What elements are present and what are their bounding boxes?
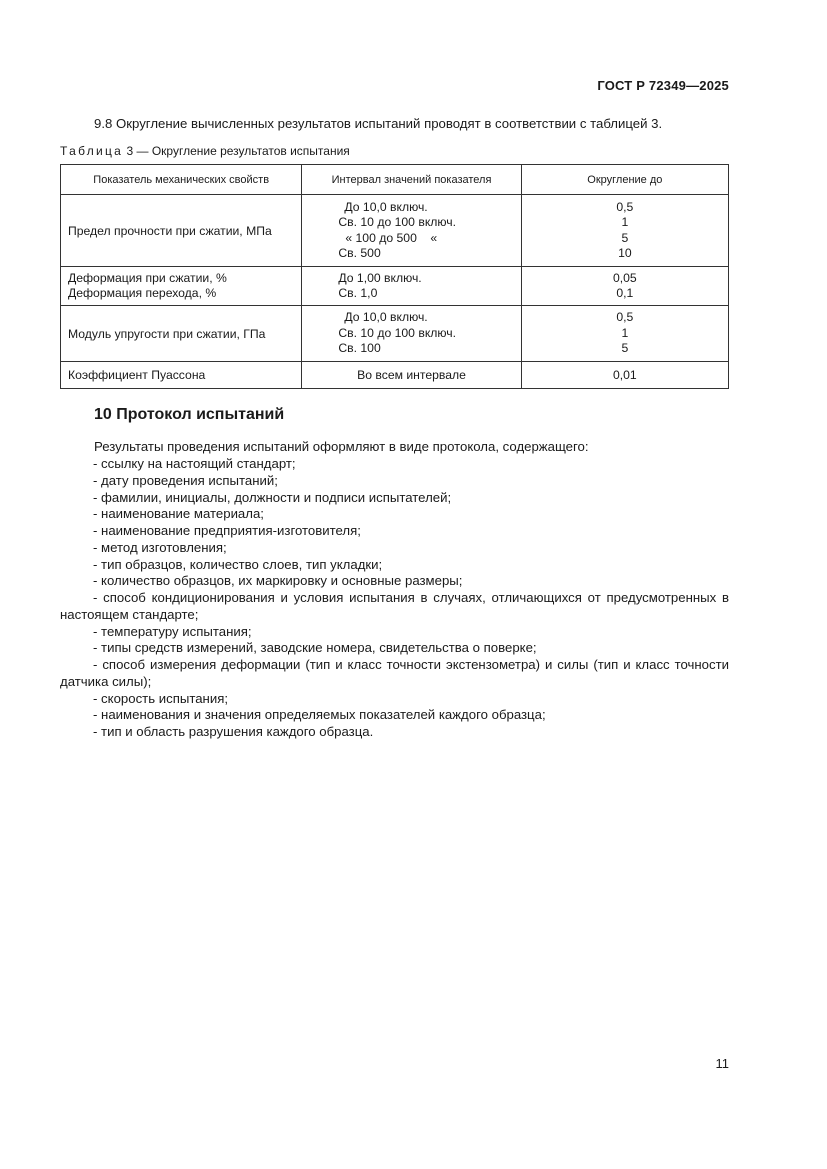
interval-line: Св. 10 до 100 включ. (338, 325, 457, 340)
table-cell-interval (302, 267, 521, 306)
table-cell-rounding (521, 267, 728, 306)
rounding-table (60, 164, 729, 389)
list-item: - температуру испытания; (93, 623, 252, 639)
list-item: - наименование предприятия-изготовителя; (93, 523, 361, 538)
interval-line: До 10,0 включ. (344, 199, 428, 214)
list-item: - наименования и значения определяемых показателей каждого образца; (93, 707, 546, 723)
rounding-value: 0,5 (616, 199, 634, 214)
table-caption (60, 144, 350, 158)
interval-line: Св. 500 (338, 246, 381, 260)
section-10-title: 10 Протокол испытаний (94, 406, 285, 423)
table-cell-rounding (521, 195, 728, 267)
protocol-items-list (60, 456, 729, 741)
table-header-row (61, 165, 729, 195)
rounding-value: 0,1 (616, 286, 634, 300)
table-cell-interval (302, 306, 521, 362)
property-text: Деформация при сжатии, % (68, 270, 227, 285)
rounding-value: 5 (621, 341, 629, 356)
table-row (61, 195, 729, 267)
clause-9-8: 9.8 Округление вычисленных результатов испытаний проводят в соответствии с таблицей 3. (94, 116, 663, 131)
rounding-value: 1 (621, 325, 629, 340)
table-cell-property (61, 362, 302, 389)
interval-line: Св. 10 до 100 включ. (338, 215, 457, 229)
property-text: Коэффициент Пуассона (68, 368, 206, 382)
rounding-value: 10 (618, 246, 632, 260)
interval-line: Св. 100 (338, 341, 381, 356)
list-item: - способ измерения деформации (тип и класс точности экстензометра) и силы (тип и класс точности датчика силы); (60, 657, 729, 689)
table-cell-property (61, 195, 302, 267)
page-number: 11 (715, 1056, 729, 1071)
list-item: - метод изготовления; (93, 539, 227, 555)
list-item: - типы средств измерений, заводские номера, свидетельства о поверке; (93, 640, 537, 656)
table-row (61, 362, 729, 389)
list-item: - наименование материала; (93, 506, 264, 522)
list-item: - способ кондиционирования и условия испытания в случаях, отличающихся от предусмотренных в настоящем стандарте; (60, 590, 729, 622)
document-code: ГОСТ Р 72349—2025 (597, 78, 729, 93)
list-item: - дату проведения испытаний; (93, 472, 278, 488)
rounding-value: 0,01 (612, 368, 637, 382)
property-text: Модуль упругости при сжатии, ГПа (68, 326, 266, 341)
section-10-intro: Результаты проведения испытаний оформляют в виде протокола, содержащего: (94, 439, 589, 454)
table-cell-rounding (521, 306, 728, 362)
table-row (61, 267, 729, 306)
interval-line: До 10,0 включ. (344, 310, 428, 325)
header-interval: Интервал значений показателя (302, 165, 521, 195)
rounding-value: 0,5 (616, 310, 634, 325)
table-caption-text: 3 — Округление результатов испытания (123, 144, 350, 158)
table-cell-property (61, 306, 302, 362)
rounding-value: 1 (621, 215, 629, 229)
property-text: Предел прочности при сжатии, МПа (68, 223, 272, 238)
list-item: - фамилии, инициалы, должности и подписи испытателей; (93, 489, 452, 505)
list-item: - ссылку на настоящий стандарт; (93, 456, 296, 471)
table-cell-property (61, 267, 302, 306)
interval-line: Св. 1,0 (338, 286, 378, 300)
header-rounding: Округление до (521, 165, 728, 195)
interval-line: До 1,00 включ. (338, 270, 422, 285)
table-cell-interval (302, 362, 521, 389)
list-item: - тип образцов, количество слоев, тип укладки; (93, 556, 383, 572)
interval-line: Во всем интервале (357, 368, 466, 382)
table-row (61, 306, 729, 362)
rounding-value: 0,05 (612, 270, 637, 285)
rounding-value: 5 (621, 230, 629, 245)
header-property: Показатель механических свойств (61, 165, 302, 195)
list-item: - скорость испытания; (93, 690, 228, 706)
table-caption-label: Таблица (60, 144, 124, 158)
table-cell-interval (302, 195, 521, 267)
table-cell-rounding (521, 362, 728, 389)
list-item: - тип и область разрушения каждого образца. (93, 724, 374, 739)
property-text: Деформация перехода, % (68, 286, 217, 300)
interval-line: « 100 до 500 « (345, 230, 438, 245)
list-item: - количество образцов, их маркировку и основные размеры; (93, 573, 463, 589)
